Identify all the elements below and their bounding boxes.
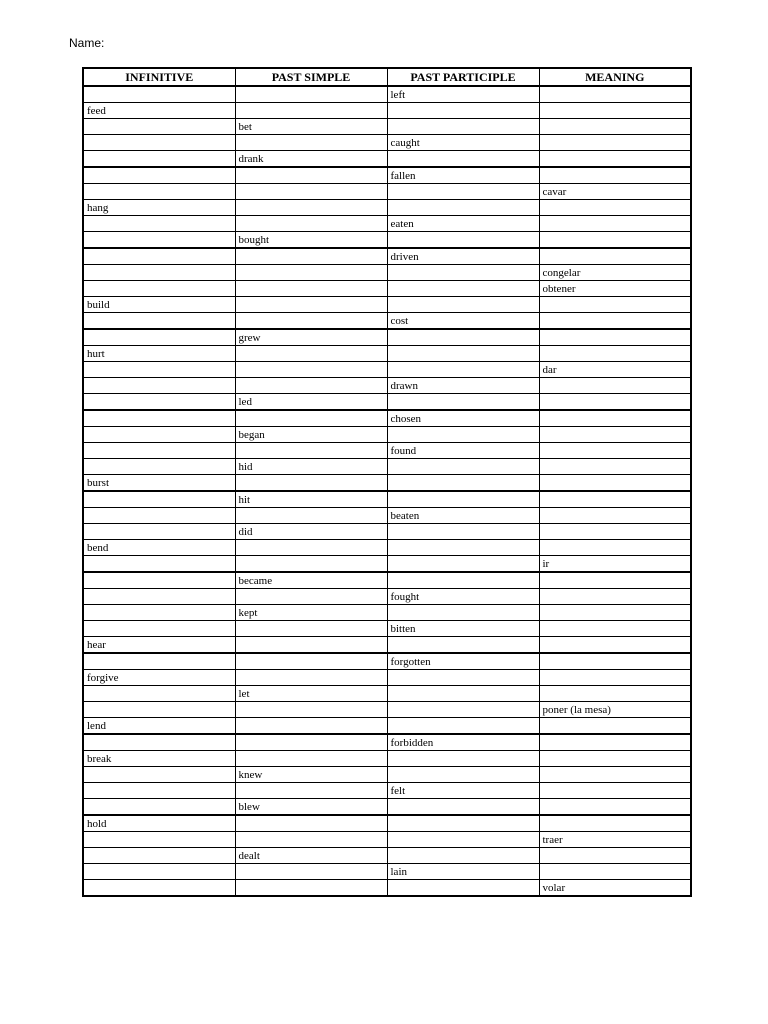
- table-row: [83, 491, 691, 508]
- infinitive-cell[interactable]: [83, 589, 235, 605]
- past-participle-cell[interactable]: [387, 637, 539, 654]
- past-participle-cell[interactable]: [387, 475, 539, 492]
- past-simple-cell[interactable]: kept: [235, 605, 387, 621]
- table-row: [83, 394, 691, 411]
- meaning-cell[interactable]: [539, 200, 691, 216]
- infinitive-cell[interactable]: [83, 427, 235, 443]
- past-participle-cell[interactable]: [387, 297, 539, 313]
- past-simple-cell[interactable]: [235, 216, 387, 232]
- table-row: [83, 265, 691, 281]
- past-simple-cell[interactable]: did: [235, 524, 387, 540]
- past-simple-cell[interactable]: [235, 167, 387, 184]
- table-header-row: [83, 68, 691, 86]
- past-participle-cell[interactable]: [387, 799, 539, 816]
- infinitive-cell[interactable]: [83, 443, 235, 459]
- table-row: [83, 459, 691, 475]
- table-row: [83, 329, 691, 346]
- past-simple-cell[interactable]: [235, 103, 387, 119]
- past-participle-cell[interactable]: [387, 200, 539, 216]
- infinitive-cell[interactable]: hear: [83, 637, 235, 654]
- table-row: [83, 880, 691, 897]
- past-participle-cell[interactable]: [387, 151, 539, 168]
- past-simple-cell[interactable]: blew: [235, 799, 387, 816]
- past-simple-cell[interactable]: hit: [235, 491, 387, 508]
- past-participle-cell[interactable]: [387, 572, 539, 589]
- meaning-cell[interactable]: [539, 167, 691, 184]
- past-participle-cell[interactable]: caught: [387, 135, 539, 151]
- past-participle-cell[interactable]: fallen: [387, 167, 539, 184]
- meaning-cell[interactable]: [539, 346, 691, 362]
- meaning-cell[interactable]: [539, 216, 691, 232]
- table-row: [83, 475, 691, 492]
- meaning-cell[interactable]: [539, 248, 691, 265]
- meaning-cell[interactable]: [539, 459, 691, 475]
- past-participle-cell[interactable]: [387, 232, 539, 249]
- past-simple-cell[interactable]: [235, 443, 387, 459]
- meaning-cell[interactable]: [539, 686, 691, 702]
- meaning-cell[interactable]: [539, 637, 691, 654]
- past-simple-cell[interactable]: [235, 184, 387, 200]
- past-participle-cell[interactable]: [387, 832, 539, 848]
- table-row: [83, 734, 691, 751]
- infinitive-cell[interactable]: [83, 248, 235, 265]
- table-row: [83, 832, 691, 848]
- infinitive-cell[interactable]: hurt: [83, 346, 235, 362]
- table-row: [83, 670, 691, 686]
- column-header-meaning: MEANING: [539, 68, 691, 86]
- past-participle-cell[interactable]: [387, 848, 539, 864]
- infinitive-cell[interactable]: [83, 702, 235, 718]
- infinitive-cell[interactable]: lend: [83, 718, 235, 735]
- infinitive-cell[interactable]: hang: [83, 200, 235, 216]
- meaning-cell[interactable]: [539, 103, 691, 119]
- past-participle-cell[interactable]: [387, 702, 539, 718]
- past-participle-cell[interactable]: [387, 751, 539, 767]
- past-participle-cell[interactable]: bitten: [387, 621, 539, 637]
- infinitive-cell[interactable]: [83, 508, 235, 524]
- meaning-cell[interactable]: cavar: [539, 184, 691, 200]
- past-simple-cell[interactable]: [235, 751, 387, 767]
- table-row: [83, 216, 691, 232]
- past-simple-cell[interactable]: [235, 718, 387, 735]
- table-row: [83, 767, 691, 783]
- name-label: Name:: [69, 36, 105, 50]
- table-row: [83, 151, 691, 168]
- past-simple-cell[interactable]: knew: [235, 767, 387, 783]
- past-simple-cell[interactable]: [235, 313, 387, 330]
- past-simple-cell[interactable]: [235, 297, 387, 313]
- past-participle-cell[interactable]: [387, 815, 539, 832]
- meaning-cell[interactable]: traer: [539, 832, 691, 848]
- past-simple-cell[interactable]: led: [235, 394, 387, 411]
- meaning-cell[interactable]: congelar: [539, 265, 691, 281]
- past-simple-cell[interactable]: [235, 637, 387, 654]
- infinitive-cell[interactable]: [83, 394, 235, 411]
- past-participle-cell[interactable]: [387, 427, 539, 443]
- meaning-cell[interactable]: [539, 135, 691, 151]
- infinitive-cell[interactable]: [83, 151, 235, 168]
- infinitive-cell[interactable]: forgive: [83, 670, 235, 686]
- table-row: [83, 572, 691, 589]
- table-row: [83, 718, 691, 735]
- table-row: [83, 200, 691, 216]
- infinitive-cell[interactable]: [83, 167, 235, 184]
- meaning-cell[interactable]: [539, 524, 691, 540]
- table-row: [83, 540, 691, 556]
- table-row: [83, 686, 691, 702]
- table-row: [83, 313, 691, 330]
- past-simple-cell[interactable]: [235, 200, 387, 216]
- past-participle-cell[interactable]: [387, 880, 539, 897]
- meaning-cell[interactable]: [539, 232, 691, 249]
- past-participle-cell[interactable]: [387, 329, 539, 346]
- table-body: [83, 86, 691, 896]
- table-row: [83, 362, 691, 378]
- past-participle-cell[interactable]: [387, 281, 539, 297]
- meaning-cell[interactable]: [539, 297, 691, 313]
- infinitive-cell[interactable]: [83, 86, 235, 103]
- meaning-cell[interactable]: [539, 86, 691, 103]
- meaning-cell[interactable]: [539, 799, 691, 816]
- past-participle-cell[interactable]: [387, 670, 539, 686]
- past-simple-cell[interactable]: [235, 621, 387, 637]
- meaning-cell[interactable]: [539, 313, 691, 330]
- past-simple-cell[interactable]: dealt: [235, 848, 387, 864]
- table-row: [83, 167, 691, 184]
- past-simple-cell[interactable]: [235, 475, 387, 492]
- past-simple-cell[interactable]: [235, 880, 387, 897]
- past-participle-cell[interactable]: [387, 459, 539, 475]
- meaning-cell[interactable]: [539, 783, 691, 799]
- past-participle-cell[interactable]: felt: [387, 783, 539, 799]
- table-row: [83, 427, 691, 443]
- table-row: [83, 848, 691, 864]
- past-participle-cell[interactable]: [387, 767, 539, 783]
- meaning-cell[interactable]: [539, 848, 691, 864]
- past-simple-cell[interactable]: hid: [235, 459, 387, 475]
- past-simple-cell[interactable]: [235, 556, 387, 573]
- meaning-cell[interactable]: [539, 751, 691, 767]
- past-simple-cell[interactable]: [235, 378, 387, 394]
- past-participle-cell[interactable]: drawn: [387, 378, 539, 394]
- infinitive-cell[interactable]: [83, 864, 235, 880]
- infinitive-cell[interactable]: bend: [83, 540, 235, 556]
- past-simple-cell[interactable]: began: [235, 427, 387, 443]
- table-row: [83, 103, 691, 119]
- meaning-cell[interactable]: [539, 864, 691, 880]
- past-participle-cell[interactable]: fought: [387, 589, 539, 605]
- infinitive-cell[interactable]: burst: [83, 475, 235, 492]
- infinitive-cell[interactable]: [83, 410, 235, 427]
- table-row: [83, 556, 691, 573]
- past-participle-cell[interactable]: chosen: [387, 410, 539, 427]
- past-simple-cell[interactable]: [235, 832, 387, 848]
- past-participle-cell[interactable]: [387, 346, 539, 362]
- table-row: [83, 751, 691, 767]
- table-row: [83, 783, 691, 799]
- past-participle-cell[interactable]: [387, 184, 539, 200]
- table-row: [83, 346, 691, 362]
- past-participle-cell[interactable]: [387, 686, 539, 702]
- past-participle-cell[interactable]: [387, 540, 539, 556]
- infinitive-cell[interactable]: [83, 491, 235, 508]
- past-participle-cell[interactable]: [387, 394, 539, 411]
- table-row: [83, 864, 691, 880]
- past-simple-cell[interactable]: [235, 86, 387, 103]
- past-simple-cell[interactable]: [235, 540, 387, 556]
- past-simple-cell[interactable]: bought: [235, 232, 387, 249]
- infinitive-cell[interactable]: [83, 734, 235, 751]
- infinitive-cell[interactable]: [83, 524, 235, 540]
- past-participle-cell[interactable]: [387, 524, 539, 540]
- infinitive-cell[interactable]: [83, 880, 235, 897]
- infinitive-cell[interactable]: [83, 378, 235, 394]
- past-simple-cell[interactable]: grew: [235, 329, 387, 346]
- meaning-cell[interactable]: [539, 653, 691, 670]
- meaning-cell[interactable]: [539, 621, 691, 637]
- meaning-cell[interactable]: [539, 394, 691, 411]
- infinitive-cell[interactable]: [83, 832, 235, 848]
- past-participle-cell[interactable]: found: [387, 443, 539, 459]
- past-participle-cell[interactable]: [387, 103, 539, 119]
- past-simple-cell[interactable]: [235, 815, 387, 832]
- past-simple-cell[interactable]: [235, 248, 387, 265]
- past-participle-cell[interactable]: [387, 265, 539, 281]
- column-header-infinitive: INFINITIVE: [83, 68, 235, 86]
- meaning-cell[interactable]: dar: [539, 362, 691, 378]
- past-participle-cell[interactable]: [387, 718, 539, 735]
- infinitive-cell[interactable]: [83, 653, 235, 670]
- infinitive-cell[interactable]: [83, 621, 235, 637]
- meaning-cell[interactable]: [539, 491, 691, 508]
- past-simple-cell[interactable]: [235, 734, 387, 751]
- meaning-cell[interactable]: [539, 443, 691, 459]
- table-row: [83, 248, 691, 265]
- infinitive-cell[interactable]: [83, 572, 235, 589]
- infinitive-cell[interactable]: [83, 848, 235, 864]
- past-participle-cell[interactable]: cost: [387, 313, 539, 330]
- past-participle-cell[interactable]: forbidden: [387, 734, 539, 751]
- infinitive-cell[interactable]: [83, 184, 235, 200]
- past-simple-cell[interactable]: [235, 265, 387, 281]
- past-simple-cell[interactable]: [235, 362, 387, 378]
- past-participle-cell[interactable]: eaten: [387, 216, 539, 232]
- infinitive-cell[interactable]: [83, 556, 235, 573]
- table-row: [83, 410, 691, 427]
- infinitive-cell[interactable]: [83, 799, 235, 816]
- table-row: [83, 232, 691, 249]
- column-header-past-simple: PAST SIMPLE: [235, 68, 387, 86]
- infinitive-cell[interactable]: [83, 459, 235, 475]
- past-simple-cell[interactable]: drank: [235, 151, 387, 168]
- infinitive-cell[interactable]: [83, 329, 235, 346]
- past-simple-cell[interactable]: [235, 508, 387, 524]
- meaning-cell[interactable]: [539, 151, 691, 168]
- meaning-cell[interactable]: [539, 605, 691, 621]
- infinitive-cell[interactable]: build: [83, 297, 235, 313]
- table-row: [83, 815, 691, 832]
- infinitive-cell[interactable]: [83, 281, 235, 297]
- infinitive-cell[interactable]: hold: [83, 815, 235, 832]
- past-participle-cell[interactable]: forgotten: [387, 653, 539, 670]
- meaning-cell[interactable]: volar: [539, 880, 691, 897]
- table-row: [83, 119, 691, 135]
- infinitive-cell[interactable]: feed: [83, 103, 235, 119]
- meaning-cell[interactable]: [539, 378, 691, 394]
- meaning-cell[interactable]: [539, 508, 691, 524]
- past-simple-cell[interactable]: let: [235, 686, 387, 702]
- infinitive-cell[interactable]: [83, 767, 235, 783]
- table-row: [83, 799, 691, 816]
- past-simple-cell[interactable]: [235, 783, 387, 799]
- past-participle-cell[interactable]: beaten: [387, 508, 539, 524]
- meaning-cell[interactable]: [539, 734, 691, 751]
- meaning-cell[interactable]: ir: [539, 556, 691, 573]
- infinitive-cell[interactable]: [83, 313, 235, 330]
- past-simple-cell[interactable]: [235, 864, 387, 880]
- past-simple-cell[interactable]: [235, 135, 387, 151]
- table-row: [83, 281, 691, 297]
- table-row: [83, 653, 691, 670]
- past-simple-cell[interactable]: [235, 702, 387, 718]
- table-row: [83, 184, 691, 200]
- infinitive-cell[interactable]: [83, 216, 235, 232]
- past-simple-cell[interactable]: [235, 281, 387, 297]
- past-participle-cell[interactable]: [387, 556, 539, 573]
- meaning-cell[interactable]: obtener: [539, 281, 691, 297]
- table-row: [83, 86, 691, 103]
- meaning-cell[interactable]: [539, 589, 691, 605]
- table-row: [83, 524, 691, 540]
- infinitive-cell[interactable]: [83, 119, 235, 135]
- infinitive-cell[interactable]: break: [83, 751, 235, 767]
- infinitive-cell[interactable]: [83, 232, 235, 249]
- past-participle-cell[interactable]: [387, 491, 539, 508]
- infinitive-cell[interactable]: [83, 605, 235, 621]
- table-row: [83, 637, 691, 654]
- table-row: [83, 443, 691, 459]
- infinitive-cell[interactable]: [83, 265, 235, 281]
- past-participle-cell[interactable]: [387, 362, 539, 378]
- infinitive-cell[interactable]: [83, 135, 235, 151]
- table-row: [83, 508, 691, 524]
- past-simple-cell[interactable]: [235, 589, 387, 605]
- past-simple-cell[interactable]: [235, 653, 387, 670]
- meaning-cell[interactable]: [539, 670, 691, 686]
- past-participle-cell[interactable]: driven: [387, 248, 539, 265]
- table-row: [83, 135, 691, 151]
- past-simple-cell[interactable]: [235, 410, 387, 427]
- past-participle-cell[interactable]: left: [387, 86, 539, 103]
- meaning-cell[interactable]: [539, 540, 691, 556]
- past-participle-cell[interactable]: [387, 605, 539, 621]
- column-header-past-participle: PAST PARTICIPLE: [387, 68, 539, 86]
- table-row: [83, 621, 691, 637]
- past-participle-cell[interactable]: lain: [387, 864, 539, 880]
- past-simple-cell[interactable]: [235, 346, 387, 362]
- past-simple-cell[interactable]: bet: [235, 119, 387, 135]
- infinitive-cell[interactable]: [83, 783, 235, 799]
- meaning-cell[interactable]: [539, 475, 691, 492]
- meaning-cell[interactable]: [539, 718, 691, 735]
- meaning-cell[interactable]: [539, 572, 691, 589]
- table-row: [83, 702, 691, 718]
- past-participle-cell[interactable]: [387, 119, 539, 135]
- meaning-cell[interactable]: [539, 427, 691, 443]
- table-row: [83, 605, 691, 621]
- meaning-cell[interactable]: [539, 410, 691, 427]
- meaning-cell[interactable]: [539, 815, 691, 832]
- meaning-cell[interactable]: [539, 767, 691, 783]
- table-row: [83, 589, 691, 605]
- irregular-verbs-table: [82, 67, 692, 897]
- meaning-cell[interactable]: [539, 119, 691, 135]
- past-simple-cell[interactable]: became: [235, 572, 387, 589]
- meaning-cell[interactable]: poner (la mesa): [539, 702, 691, 718]
- infinitive-cell[interactable]: [83, 686, 235, 702]
- meaning-cell[interactable]: [539, 329, 691, 346]
- infinitive-cell[interactable]: [83, 362, 235, 378]
- past-simple-cell[interactable]: [235, 670, 387, 686]
- table-row: [83, 297, 691, 313]
- table-row: [83, 378, 691, 394]
